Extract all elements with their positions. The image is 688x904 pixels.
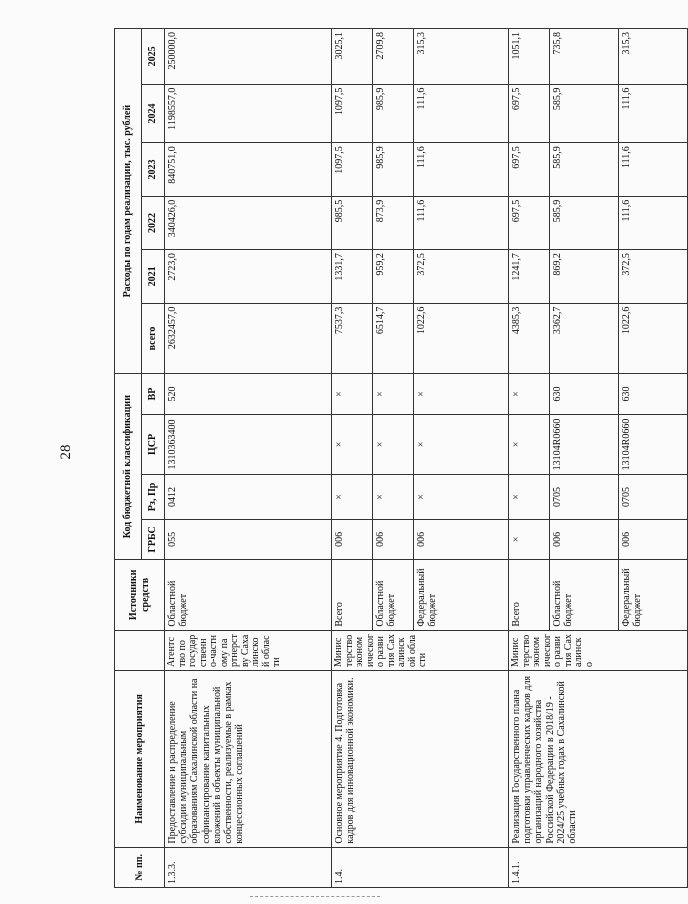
row-vr: × [332,374,373,414]
row-executor: Агентство по государственно-частному партнерству Сахалинской области [165,630,332,670]
row-2025: 3025,1 [332,29,373,85]
row-vr: 520 [165,374,332,414]
row-2025: 250000,0 [165,29,332,85]
row-2021: 959,2 [373,250,414,303]
row-vr: × [373,374,414,414]
row-2021: 1241,7 [509,250,550,303]
row-num: 1.4. [332,847,509,887]
row-2022: 340426,0 [165,196,332,249]
row-total: 4385,3 [509,303,550,374]
row-vr: × [414,374,509,414]
row-name: Основное мероприятие 4. Подготовка кадров для инновационной экономики. [332,671,509,848]
row-csr: × [509,414,550,475]
row-rzpr: 0705 [619,475,688,519]
row-2025: 315,3 [414,29,509,85]
header-2025: 2025 [142,29,165,85]
row-2025: 315,3 [619,29,688,85]
row-total: 1022,6 [619,303,688,374]
row-2023: 111,6 [414,143,509,196]
header-total: всего [142,303,165,374]
row-2024: 111,6 [619,84,688,143]
page-footer-line [250,896,380,898]
row-rzpr: 0412 [165,475,332,519]
table-row [509,29,550,888]
row-source: Областной бюджет [165,560,332,631]
row-total: 2632457,0 [165,303,332,374]
row-name: Реализация Государственного плана подготовки управленческих кадров для организаций народного хозяйства Российской Федерации в 2018/19 - 2024/25 учебных годах в Сахалинской области [509,671,688,848]
row-rzpr: × [332,475,373,519]
row-2024: 585,9 [550,84,619,143]
row-2021: 372,5 [619,250,688,303]
row-grbs: × [509,519,550,559]
row-2025: 1051,1 [509,29,550,85]
row-num: 1.3.3. [165,847,332,887]
row-2021: 1331,7 [332,250,373,303]
row-2025: 2709,8 [373,29,414,85]
row-total: 1022,6 [414,303,509,374]
row-2024: 111,6 [414,84,509,143]
row-grbs: 055 [165,519,332,559]
row-grbs: 006 [550,519,619,559]
header-budget-code-group: Код бюджетной классификации [115,374,142,560]
row-2022: 111,6 [619,196,688,249]
row-csr: 13104R0660 [550,414,619,475]
row-rzpr: × [414,475,509,519]
table-row [332,29,373,888]
row-2023: 840751,0 [165,143,332,196]
row-rzpr: × [509,475,550,519]
page-number: 28 [58,444,74,460]
header-vr: ВР [142,374,165,414]
row-2022: 585,9 [550,196,619,249]
row-2022: 985,5 [332,196,373,249]
row-total: 6514,7 [373,303,414,374]
row-grbs: 006 [332,519,373,559]
row-2022: 873,9 [373,196,414,249]
header-row-1 [115,29,142,888]
header-num: № пп. [115,847,165,887]
header-name: Наименование мероприятия [115,671,165,848]
header-2024: 2024 [142,84,165,143]
row-source: Федеральный бюджет [619,560,688,631]
row-2024: 1097,5 [332,84,373,143]
row-source: Областной бюджет [550,560,619,631]
row-2021: 372,5 [414,250,509,303]
row-vr: × [509,374,550,414]
table-row [165,29,332,888]
row-2021: 869,2 [550,250,619,303]
row-vr: 630 [619,374,688,414]
row-2025: 735,8 [550,29,619,85]
row-rzpr: × [373,475,414,519]
budget-table [114,28,688,888]
row-vr: 630 [550,374,619,414]
row-2024: 697,5 [509,84,550,143]
row-csr: 1310363400 [165,414,332,475]
header-grbs: ГРБС [142,519,165,559]
row-2021: 2723,0 [165,250,332,303]
header-rzpr: Рз, Пр [142,475,165,519]
row-csr: × [373,414,414,475]
row-2023: 1097,5 [332,143,373,196]
row-source: Областной бюджет [373,560,414,631]
row-2023: 985,9 [373,143,414,196]
row-name: Предоставление и распределение субсидии муниципальным образованиям Сахалинской области на софинансирование капитальных вложений в объекты муниципальной собственности, реализуемые в рамках концессионных соглашений [165,671,332,848]
row-executor: Министерство экономического развития Сахалинской области [332,630,509,670]
row-2023: 111,6 [619,143,688,196]
header-source: Источники средств [115,560,165,631]
rotated-table-container [114,28,644,888]
row-grbs: 006 [414,519,509,559]
row-rzpr: 0705 [550,475,619,519]
row-csr: × [332,414,373,475]
row-2022: 111,6 [414,196,509,249]
row-2022: 697,5 [509,196,550,249]
header-executor [115,630,165,670]
row-grbs: 006 [619,519,688,559]
row-grbs: 006 [373,519,414,559]
row-source: Всего [509,560,550,631]
row-executor: Министерство экономического развития Сахалинско [509,630,688,670]
row-num: 1.4.1. [509,847,688,887]
header-expense-group: Расходы по годам реализации, тыс. рублей [115,29,142,374]
header-2021: 2021 [142,250,165,303]
header-2023: 2023 [142,143,165,196]
row-total: 7537,3 [332,303,373,374]
row-total: 3362,7 [550,303,619,374]
row-source: Федеральный бюджет [414,560,509,631]
row-2024: 1198557,0 [165,84,332,143]
header-csr: ЦСР [142,414,165,475]
row-2023: 585,9 [550,143,619,196]
row-2023: 697,5 [509,143,550,196]
row-2024: 985,9 [373,84,414,143]
row-csr: 13104R0660 [619,414,688,475]
row-csr: × [414,414,509,475]
row-source: Всего [332,560,373,631]
header-2022: 2022 [142,196,165,249]
